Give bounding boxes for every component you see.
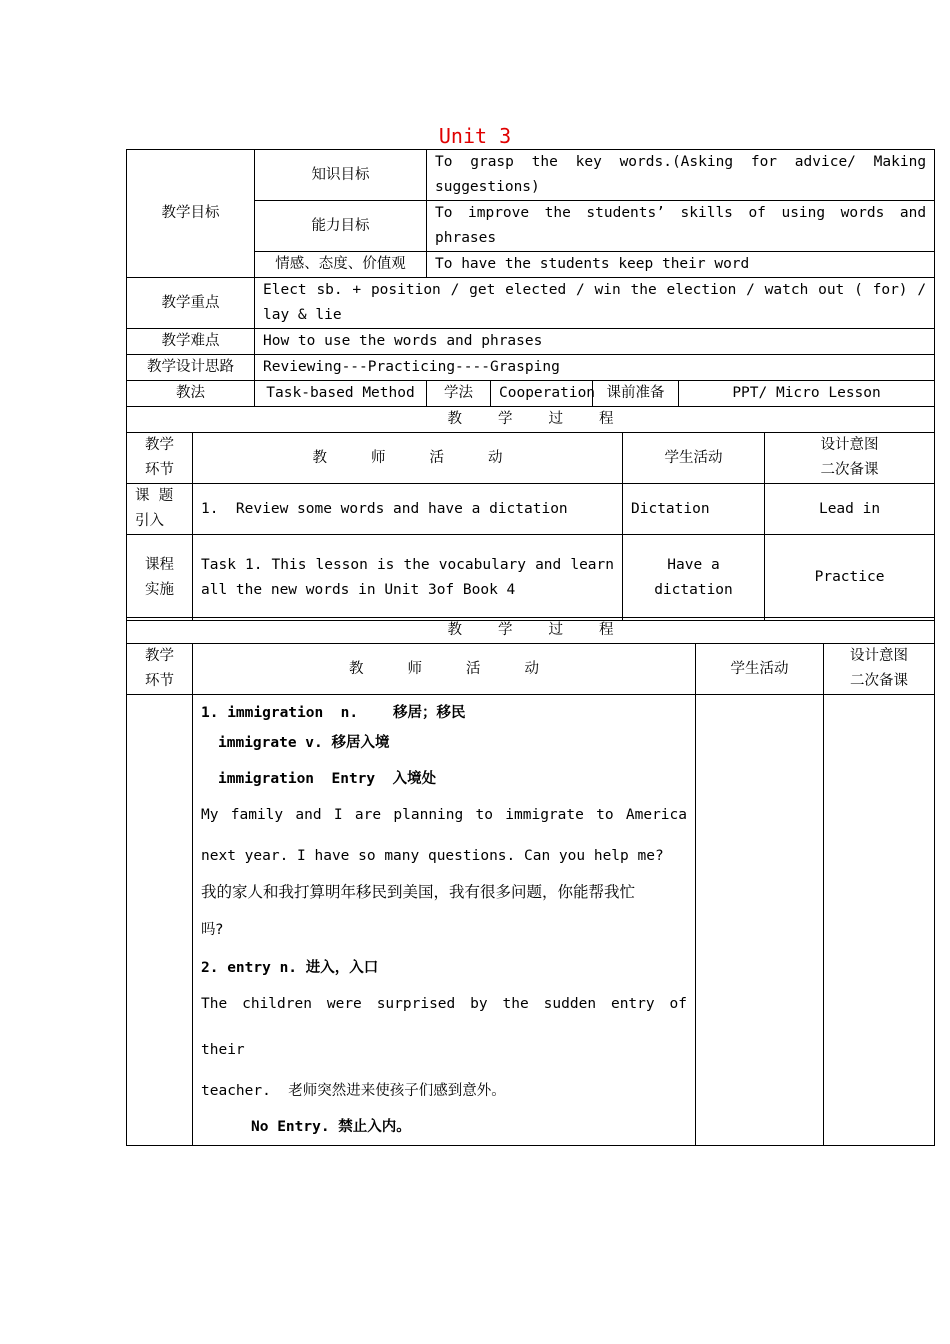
design-text: Reviewing---Practicing----Grasping (255, 355, 935, 381)
emotion-label: 情感、态度、价值观 (255, 252, 427, 278)
ability-label: 能力目标 (255, 201, 427, 252)
student-activity-2: Have a dictation (623, 535, 765, 621)
example-translation-1a: 我的家人和我打算明年移民到美国，我有很多问题，你能帮我忙 (201, 883, 636, 901)
stage-header: 教学 环节 (127, 433, 193, 484)
difficulties-text: How to use the words and phrases (255, 329, 935, 355)
emotion-text: To have the students keep their word (427, 252, 935, 278)
example-sentence-2b: teacher. 老师突然进来使孩子们感到意外。 (201, 1083, 506, 1099)
objectives-label: 教学目标 (127, 150, 255, 278)
knowledge-label: 知识目标 (255, 150, 427, 201)
example-sentence-2a: The children were surprised by the sudden entry of their (201, 996, 687, 1058)
student-activity-header: 学生活动 (623, 433, 765, 484)
example-sentence-1a: My family and I are planning to immigrate to America (201, 807, 687, 823)
preparation-label: 课前准备 (593, 381, 679, 407)
vocab-immigrate: immigrate v. 移居入境 (218, 735, 390, 751)
vocab-entry: 2. entry n. 进入，入口 (201, 960, 379, 976)
example-sentence-1b: next year. I have so many questions. Can you help me? (201, 848, 664, 864)
preparation-value: PPT/ Micro Lesson (679, 381, 935, 407)
design-intent-2: Practice (765, 535, 935, 621)
teacher-activity-2: Task 1. This lesson is the vocabulary and learn all the new words in Unit 3of Book 4 (193, 535, 623, 621)
process-header: 教 学 过 程 (127, 407, 935, 433)
design-cell-empty (824, 695, 935, 1146)
knowledge-text: To grasp the key words.(Asking for advice/ Making suggestions) (427, 150, 935, 201)
teacher-activity-1: 1. Review some words and have a dictation (193, 484, 623, 535)
vocab-immigration: 1. immigration n. 移居；移民 (201, 705, 466, 721)
vocab-immigration-entry: immigration Entry 入境处 (218, 771, 437, 787)
learn-method-label: 学法 (427, 381, 491, 407)
ability-text: To improve the students’ skills of using words and phrases (427, 201, 935, 252)
vocabulary-content (193, 695, 696, 1146)
design-intent-header: 设计意图 二次备课 (765, 433, 935, 484)
teach-method-label: 教法 (127, 381, 255, 407)
design-label: 教学设计思路 (127, 355, 255, 381)
teach-method-value: Task-based Method (255, 381, 427, 407)
student-activity-1: Dictation (623, 484, 765, 535)
example-translation-1b: 吗? (201, 922, 224, 938)
teacher-activity-header-2: 教 师 活 动 (193, 644, 696, 695)
page-title: Unit 3 (438, 124, 512, 148)
stage-intro: 课 题 引入 (127, 484, 193, 535)
teacher-activity-header: 教 师 活 动 (193, 433, 623, 484)
stage-implementation: 课程 实施 (127, 535, 193, 621)
lesson-plan-table (126, 149, 935, 621)
vocabulary-table (126, 617, 935, 1146)
learn-method-value: Cooperation (491, 381, 593, 407)
process-header-2: 教 学 过 程 (127, 618, 935, 644)
stage-cell-empty (127, 695, 193, 1146)
student-cell-empty (696, 695, 824, 1146)
key-points-label: 教学重点 (127, 278, 255, 329)
design-intent-1: Lead in (765, 484, 935, 535)
student-activity-header-2: 学生活动 (696, 644, 824, 695)
stage-header-2: 教学 环节 (127, 644, 193, 695)
key-points-text: Elect sb. + position / get elected / win the election / watch out ( for) / lay & lie (255, 278, 935, 329)
example-no-entry: No Entry. 禁止入内。 (251, 1119, 411, 1135)
design-intent-header-2: 设计意图 二次备课 (824, 644, 935, 695)
difficulties-label: 教学难点 (127, 329, 255, 355)
